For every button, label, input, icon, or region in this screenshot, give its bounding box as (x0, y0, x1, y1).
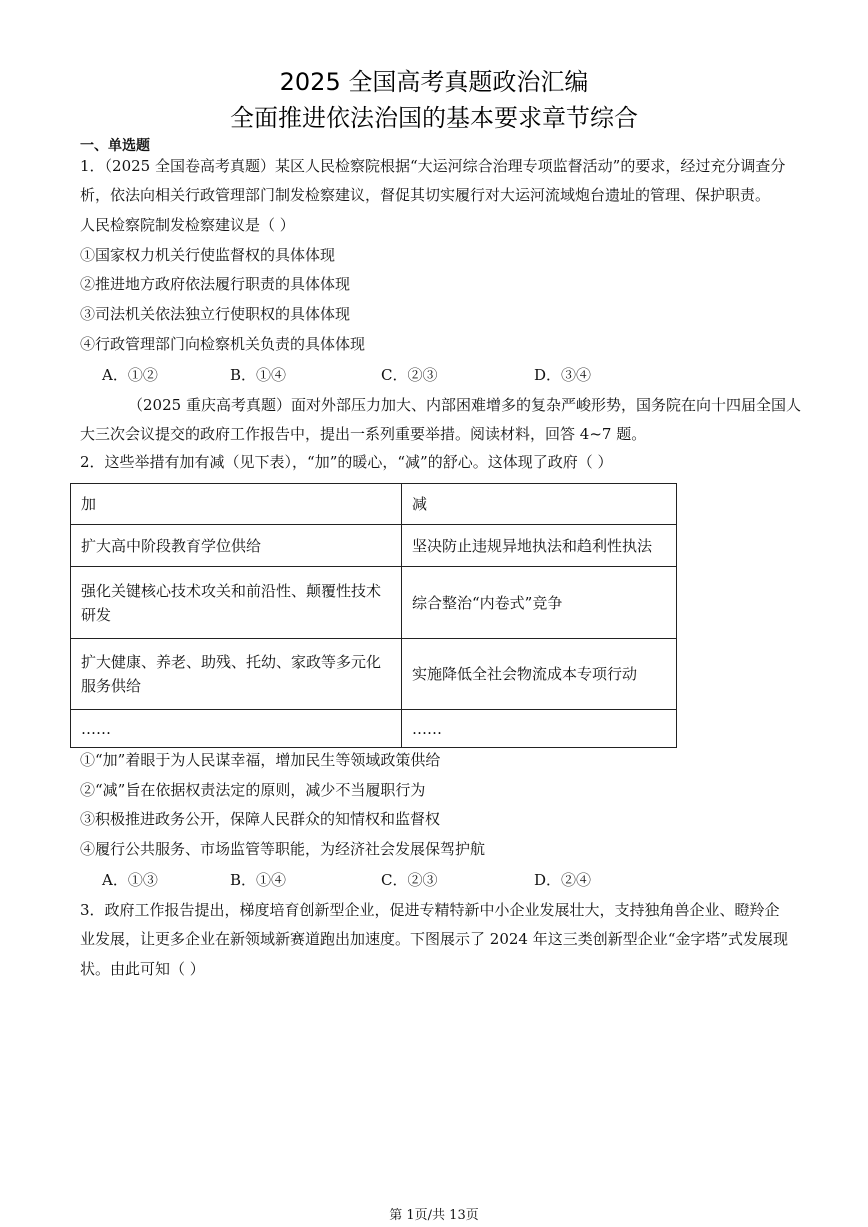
page-footer: 第 1页/共 13页 (389, 1208, 479, 1223)
material-intro-line: （2025 重庆高考真题）面对外部压力加大、内部困难增多的复杂严峻形势，国务院在向十四届全国人 (128, 396, 801, 414)
q1-choice-3: ③司法机关依法独立行使职权的具体体现 (80, 305, 351, 323)
q1-stem-line: 人民检察院制发检察建议是（ ） (80, 216, 295, 234)
q3-stem-line: 状。由此可知（ ） (80, 960, 205, 978)
q3-stem-line: 3．政府工作报告提出，梯度培育创新型企业，促进专精特新中小企业发展壮大，支持独角兽企业、瞪羚企 (80, 901, 780, 919)
table-row (71, 567, 677, 639)
table-cell: 综合整治“内卷式”竞争 (402, 567, 677, 639)
table-row (71, 525, 677, 567)
q1-option-c: C．②③ (381, 366, 438, 384)
q1-choice-1: ①国家权力机关行使监督权的具体体现 (80, 246, 336, 264)
table-cell: 实施降低全社会物流成本专项行动 (402, 639, 677, 710)
material-intro-line: 大三次会议提交的政府工作报告中，提出一系列重要举措。阅读材料，回答 4~7 题。 (80, 425, 647, 443)
q1-option-a: A．①② (102, 366, 158, 384)
table-row (71, 639, 677, 710)
page-title: 2025 全国高考真题政治汇编 (279, 68, 589, 96)
table-cell: …… (402, 710, 677, 748)
table-cell: 扩大健康、养老、助残、托幼、家政等多元化服务供给 (71, 639, 402, 710)
table-header-subtract: 减 (402, 484, 677, 525)
q2-choice-3: ③积极推进政务公开，保障人民群众的知情权和监督权 (80, 810, 441, 828)
q1-stem-line: 1．（2025 全国卷高考真题）某区人民检察院根据“大运河综合治理专项监督活动”的要求，经过充分调查分 (80, 157, 786, 175)
q2-option-d: D．②④ (534, 871, 592, 889)
q1-option-d: D．③④ (534, 366, 592, 384)
table-header-add: 加 (71, 484, 402, 525)
q2-choice-2: ②“减”旨在依据权责法定的原则，减少不当履职行为 (80, 781, 426, 799)
table-row (71, 710, 677, 748)
q1-stem-line: 析，依法向相关行政管理部门制发检察建议，督促其切实履行对大运河流域炮台遗址的管理、保护职责。 (80, 186, 771, 204)
table-cell: 坚决防止违规异地执法和趋利性执法 (402, 525, 677, 567)
q2-choice-4: ④履行公共服务、市场监管等职能，为经济社会发展保驾护航 (80, 840, 486, 858)
page-subtitle: 全面推进依法治国的基本要求章节综合 (230, 104, 638, 132)
table-cell: 扩大高中阶段教育学位供给 (71, 525, 402, 567)
q3-stem-line: 业发展，让更多企业在新领域新赛道跑出加速度。下图展示了 2024 年这三类创新型企业“金字塔”式发展现 (80, 930, 789, 948)
q2-stem: 2．这些举措有加有减（见下表），“加”的暖心，“减”的舒心。这体现了政府（ ） (80, 453, 613, 471)
q2-option-b: B．①④ (230, 871, 287, 889)
q2-option-c: C．②③ (381, 871, 438, 889)
table-cell: 强化关键核心技术攻关和前沿性、颠覆性技术研发 (71, 567, 402, 639)
section-heading: 一、单选题 (80, 138, 150, 154)
q1-choice-4: ④行政管理部门向检察机关负责的具体体现 (80, 335, 366, 353)
table-header-row (71, 484, 677, 525)
policy-table (70, 483, 677, 748)
table-cell: …… (71, 710, 402, 748)
q1-choice-2: ②推进地方政府依法履行职责的具体体现 (80, 275, 351, 293)
q2-option-a: A．①③ (102, 871, 158, 889)
q2-choice-1: ①“加”着眼于为人民谋幸福，增加民生等领域政策供给 (80, 751, 441, 769)
q1-option-b: B．①④ (230, 366, 287, 384)
